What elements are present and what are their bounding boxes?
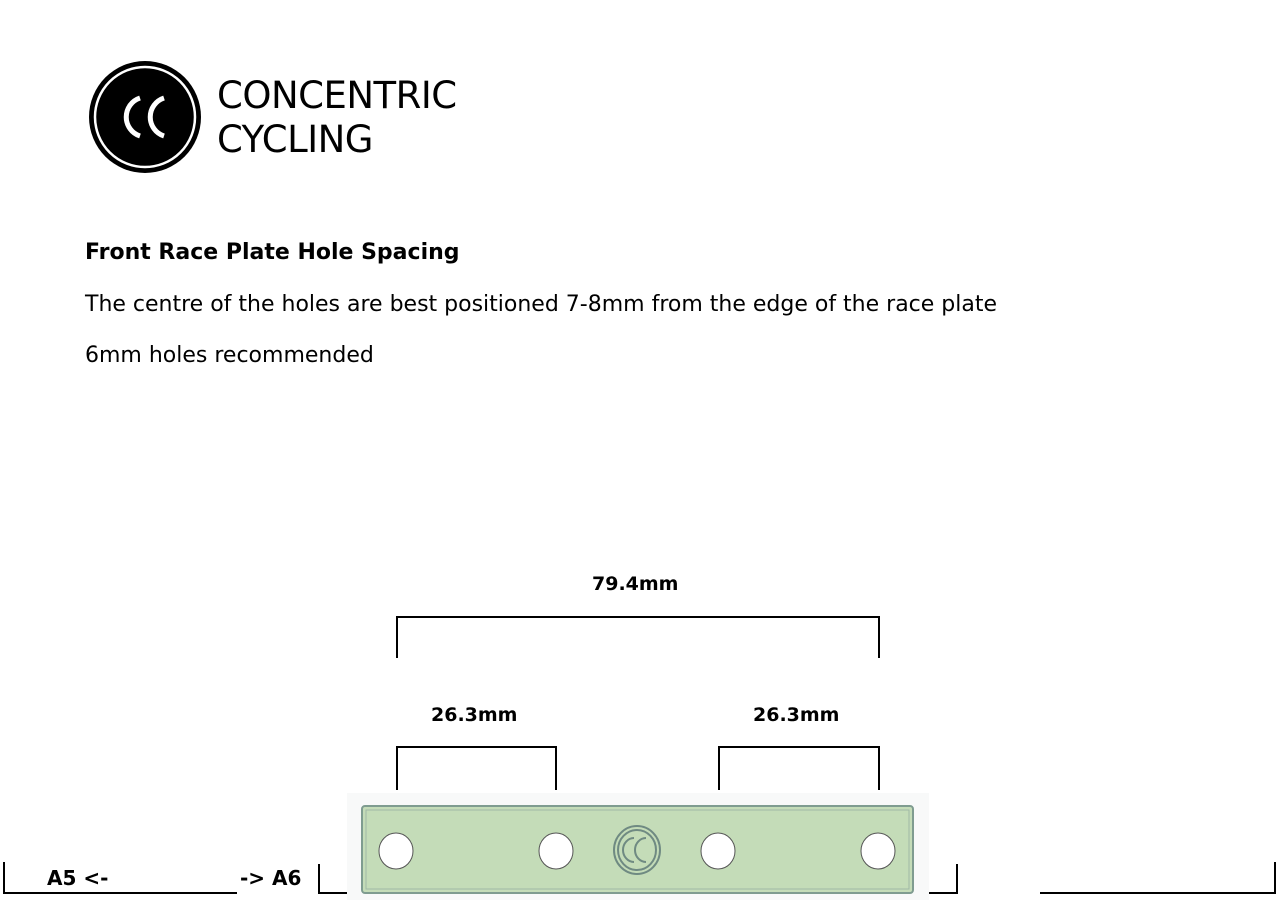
mounting-hole (701, 833, 735, 869)
brand-line-2: CYCLING (217, 118, 373, 161)
race-plate-illustration (347, 793, 929, 900)
mounting-hole (379, 833, 413, 869)
instruction-text: The centre of the holes are best positioned 7-8mm from the edge of the race plate (85, 292, 998, 317)
hole-size-text: 6mm holes recommended (85, 343, 374, 368)
left-dimension-label: 26.3mm (431, 704, 518, 726)
a6-label: -> A6 (240, 866, 302, 890)
overall-dimension-label: 79.4mm (592, 573, 679, 595)
concentric-cycling-logo-icon (88, 60, 202, 174)
brand-line-1: CONCENTRIC (217, 74, 457, 117)
mounting-hole (861, 833, 895, 869)
a5-label: A5 <- (47, 866, 109, 890)
page-heading: Front Race Plate Hole Spacing (85, 240, 460, 265)
right-dimension-label: 26.3mm (753, 704, 840, 726)
mounting-hole (539, 833, 573, 869)
brand-name (217, 74, 457, 162)
